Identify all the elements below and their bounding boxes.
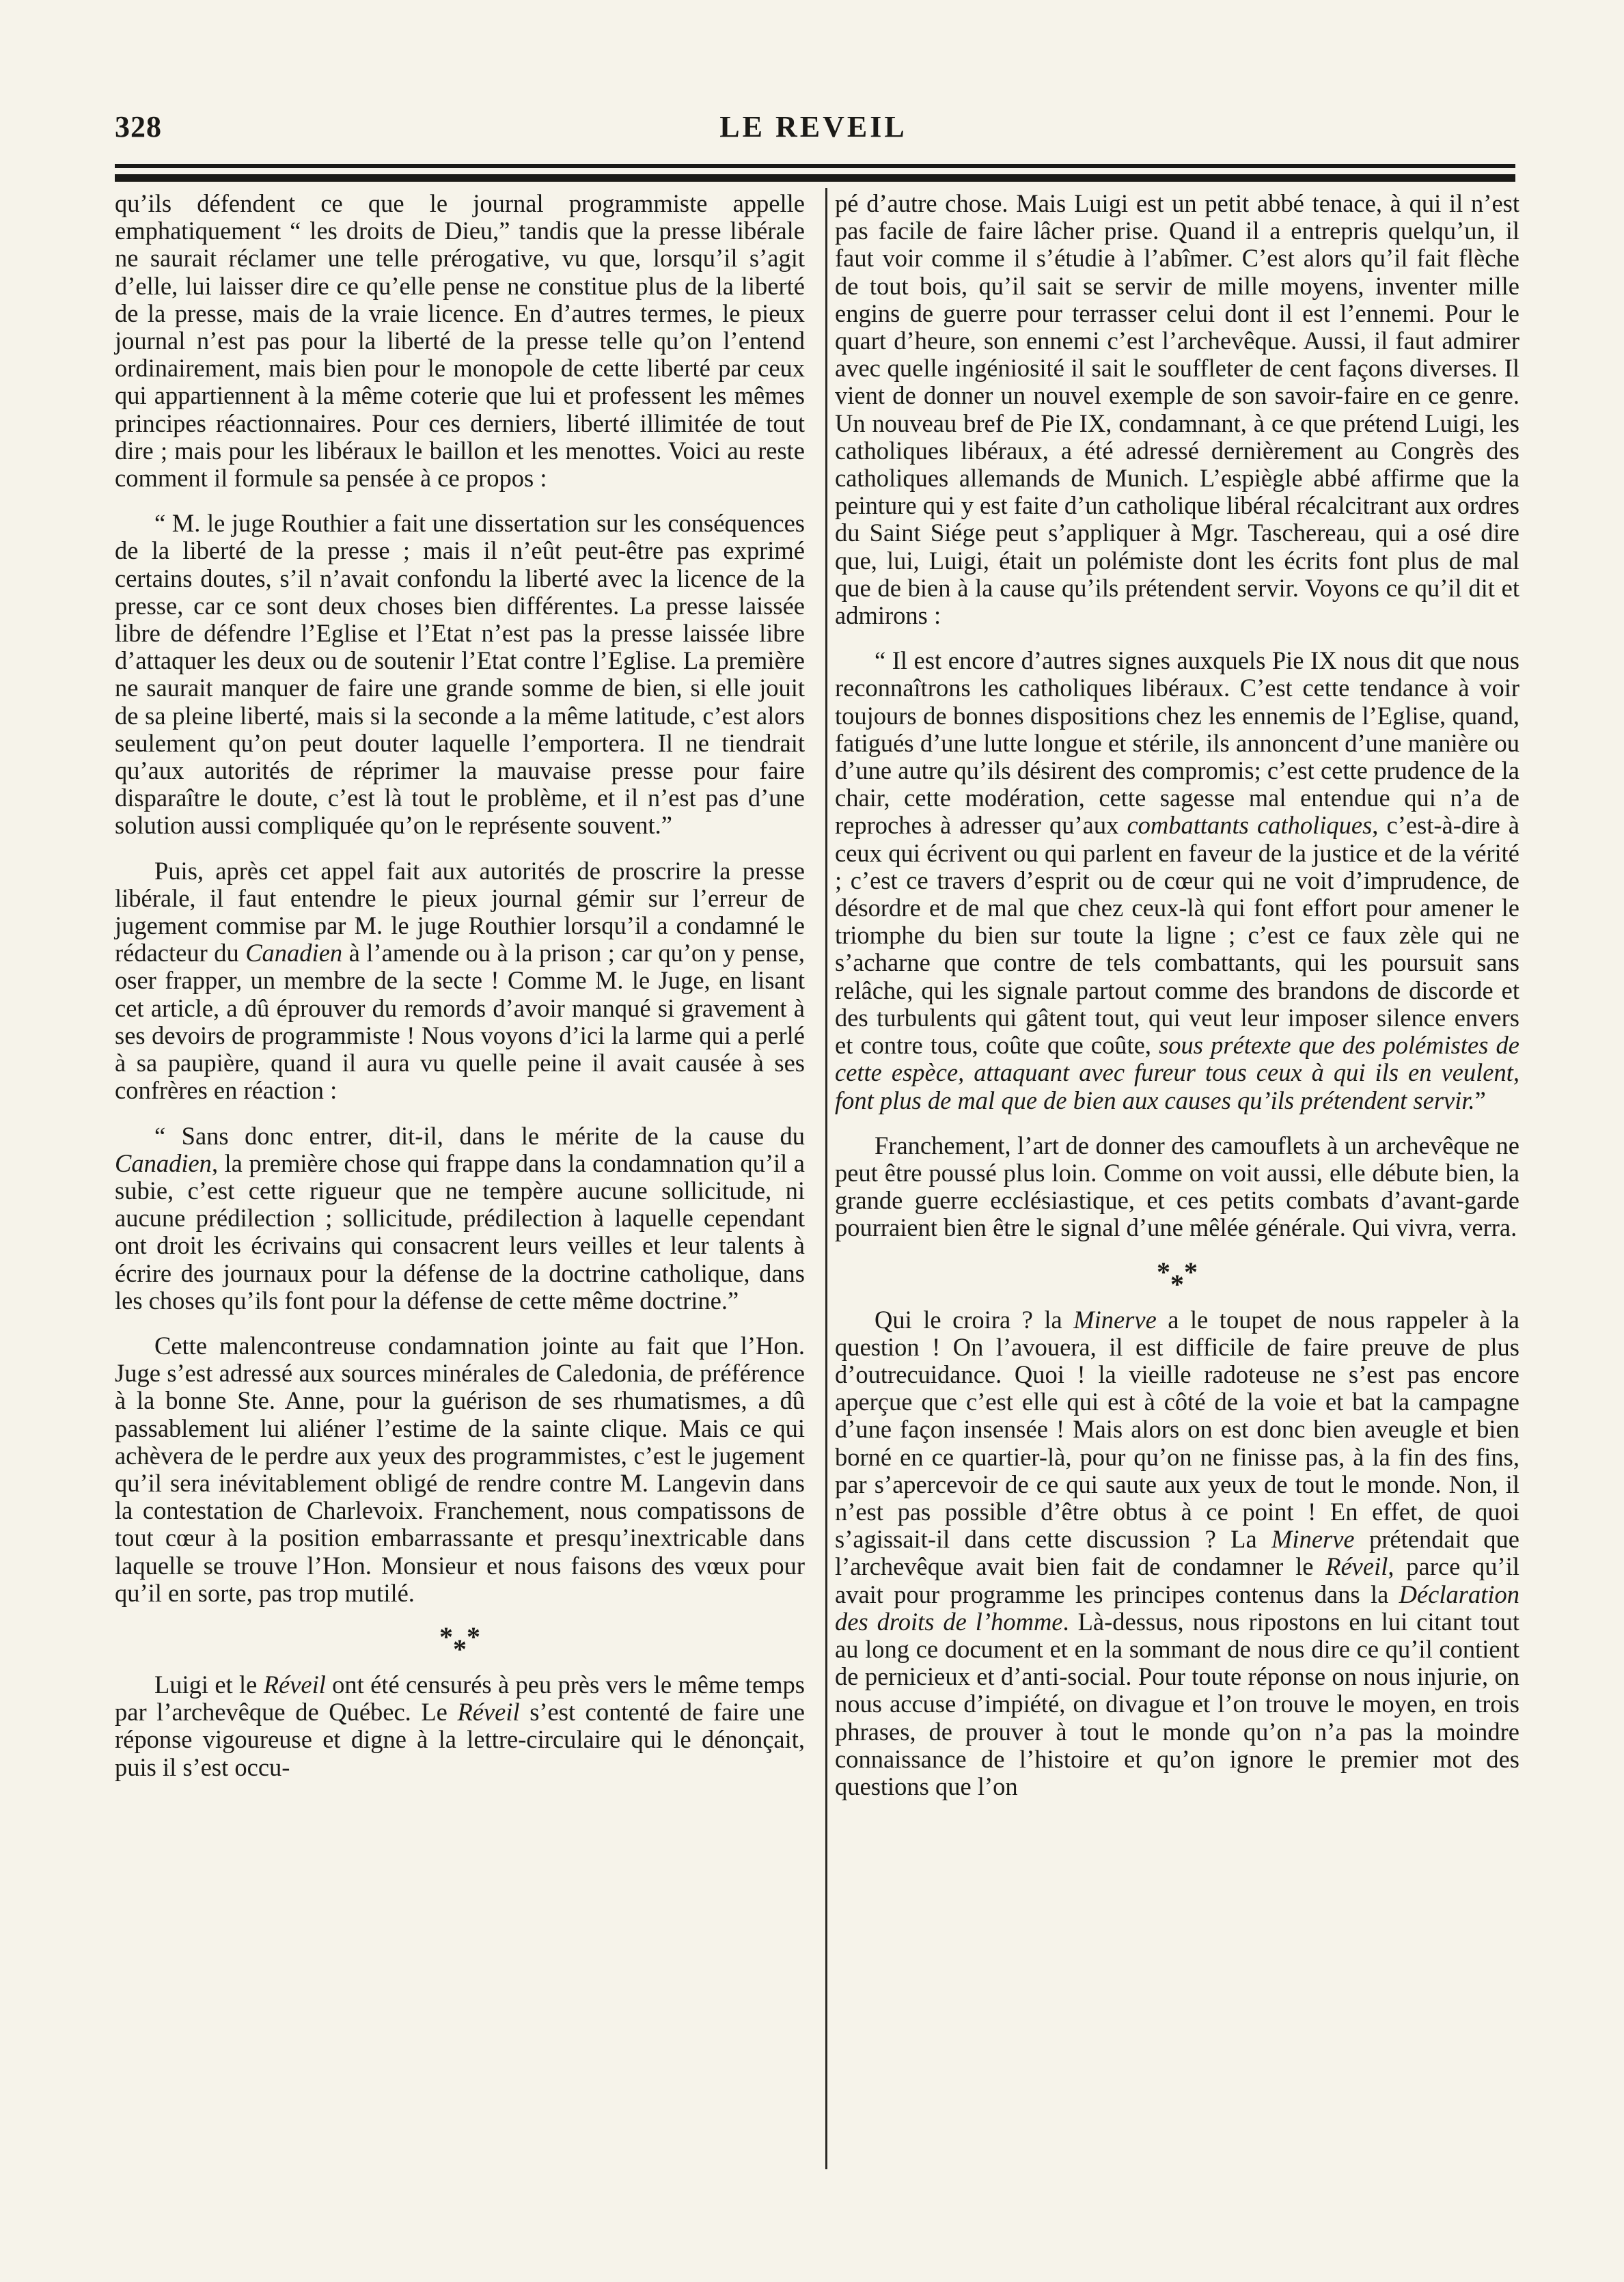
paragraph: Puis, après cet appel fait aux autorités de proscrire la presse libérale, il faut entendre le pieux journal gémir sur l’erreur de jugement commise par M. le juge Routhier lorsqu’il a condamné le rédacteur du Canadien à l’amende ou à la prison ; car qu’on y pense, oser frapper, un membre de la secte ! Comme M. le Juge, en lisant cet article, a dû éprouver du remords d’avoir manqué si gravement à ses devoirs de programmiste ! Nous voyons d’ici la larme qui a perlé à sa paupière, quand il aura vu quelle peine il avait causée à ses confrères en réaction : bbox=[115, 856, 805, 1105]
quote-routhier: “ M. le juge Routhier a fait une dissertation sur les conséquences de la liberté de la presse ; mais il n’eût peut-être pas exprimé certains doutes, s’il n’avait confondu la liberté avec la licence de la presse, car ce sont deux choses bien différentes. La presse laissée libre de défendre l’Eglise et l’Etat n’est pas la presse laissée libre d’attaquer les deux ou de soutenir l’Etat contre l’Eglise. La première ne saurait manquer de faire une grande somme de bien, si elle jouit de sa pleine liberté, mais si la seconde a la même latitude, c’est alors seulement qu’on peut douter laquelle l’emportera. Il ne tiendrait qu’aux autorités de réprimer la mauvaise presse pour faire disparaître le doute, c’est là tout le problème, et il n’est pas d’une solution aussi compliquée qu’on le représente souvent.” bbox=[115, 509, 805, 840]
journal-title: LE REVEIL bbox=[719, 110, 907, 143]
right-column bbox=[835, 190, 1519, 1800]
page-header bbox=[115, 102, 1512, 157]
header-rule-thin bbox=[115, 164, 1515, 168]
page-number: 328 bbox=[115, 110, 162, 143]
italic-title: Canadien bbox=[115, 1149, 212, 1177]
section-separator: *** bbox=[439, 1621, 480, 1664]
left-column bbox=[115, 190, 805, 1781]
section-separator: *** bbox=[1157, 1256, 1198, 1300]
italic-title: Canadien bbox=[245, 939, 343, 967]
paragraph: qu’ils défendent ce que le journal programmiste appelle emphatiquement “ les droits de Dieu,” tandis que la presse libérale ne saurait réclamer une telle prérogative, vu que, lorsqu’il s’agit d’elle, lui laisser dire ce qu’elle pense ne constitue plus de la liberté de la presse, mais de la vraie licence. En d’autres termes, le pieux journal n’est pas pour la liberté de la presse telle qu’on l’entend ordinairement, mais bien pour le monopole de cette liberté par ceux qui appartiennent à la même coterie que lui et professent les mêmes principes réactionnaires. Pour ces derniers, liberté illimitée de tout dire ; mais pour les libéraux le baillon et les menottes. Voici au reste comment il formule sa pensée à ce propos : bbox=[115, 189, 805, 493]
paragraph: Franchement, l’art de donner des camouflets à un archevêque ne peut être poussé plus loin. Comme on voit aussi, elle débute bien, la grande guerre ecclésiastique, et ces petits combats d’avant-garde pourraient bien être le signal d’une mêlée générale. Qui vivra, verra. bbox=[835, 1131, 1519, 1242]
paragraph: Luigi et le Réveil ont été censurés à peu près vers le même temps par l’archevêque de Québec. Le Réveil s’est contenté de faire une réponse vigoureuse et digne à la lettre-circulaire qui le dénonçait, puis il s’est occu- bbox=[115, 1670, 806, 1781]
column-divider bbox=[825, 188, 827, 2169]
paragraph: Cette malencontreuse condamnation jointe au fait que l’Hon. Juge s’est adressé aux sources minérales de Caledonia, de préférence à la bonne Ste. Anne, pour la guérison de ses rhumatismes, a dû passablement lui aliéner l’estime de la sainte clique. Mais ce qui achèvera de le perdre aux yeux des programmistes, c’est le jugement qu’il sera inévitablement obligé de rendre contre M. Langevin dans la contestation de Charlevoix. Franchement, nous compatissons de tout cœur à la position embarrassante et presqu’inextricable dans laquelle se trouve l’Hon. Monsieur et nous faisons des vœux pour qu’il en sorte, pas trop mutilé. bbox=[115, 1331, 805, 1607]
paragraph: pé d’autre chose. Mais Luigi est un petit abbé tenace, à qui il n’est pas facile de faire lâcher prise. Quand il a entrepris quelqu’un, il faut voir comme il s’étudie à l’abîmer. C’est alors qu’il fait flèche de tout bois, qu’il sait se servir de mille moyens, inventer mille engins de guerre pour terrasser celui dont il est l’ennemi. Pour le quart d’heure, son ennemi c’est l’archevêque. Aussi, il faut admirer avec quelle ingéniosité il sait le souffleter de cent façons diverses. Il vient de donner un nouvel exemple de son savoir-faire en ce genre. Un nouveau bref de Pie IX, condamnant, à ce que prétend Luigi, les catholiques libéraux, a été adressé dernièrement au Congrès des catholiques allemands de Munich. L’espiègle abbé affirme que la peinture qui y est faite d’un catholique libéral récalcitrant aux ordres du Saint Siége peut s’appliquer à Mgr. Taschereau, qui a osé dire que, lui, Luigi, était un polémiste dont les écrits font plus de mal que de bien à la cause qu’ils prétendent servir. Voyons ce qu’il dit et admirons : bbox=[835, 189, 1519, 630]
paragraph: Qui le croira ? la Minerve a le toupet de nous rappeler à la question ! On l’avouera, il est difficile de faire preuve de plus d’outrecuidance. Quoi ! la vieille radoteuse ne s’est pas encore aperçue que c’est elle qui est à côté de la voie et bat la campagne d’une façon insensée ! Mais alors on est donc bien aveugle et bien borné en ce quartier-là, pour qu’on ne finisse pas, à la fin des fins, par s’apercevoir de ce qui saute aux yeux de tout le monde. Non, il n’est pas possible d’être obtus à ce point ! En effet, de quoi s’agissait-il dans cette discussion ? La Minerve prétendait que l’archevêque avait bien fait de condamner le Réveil, parce qu’il avait pour programme les principes contenus dans la Déclaration des droits de l’homme. Là-dessus, nous ripostons en lui citant tout au long ce document et en la sommant de nous dire ce qu’il contient de pernicieux et d’anti-social. Pour toute réponse on nous injurie, on nous accuse d’impiété, on divague et l’on trouve le moyen, en trois phrases, de prouver à tout le monde qu’on n’a pas la moindre connaissance de l’histoire et qu’on ignore le premier mot des questions que l’on bbox=[835, 1305, 1520, 1800]
quote-canadien: “ Sans donc entrer, dit-il, dans le mérite de la cause du Canadien, la première chose qui frappe dans la condamnation qu’il a subie, c’est cette rigueur que ne tempère aucune sollicitude, ni aucune prédilection ; sollicitude, prédilection à laquelle cependant ont droit les écrivains qui consacrent leurs veilles et leur talents à écrire des journaux pour la défense de la doctrine catholique, dans les choses qu’ils font pour la défense de cette même doctrine.” bbox=[115, 1121, 805, 1315]
quote-pie-ix: “ Il est encore d’autres signes auxquels Pie IX nous dit que nous reconnaîtrons les catholiques libéraux. C’est cette tendance à voir toujours de bonnes dispositions chez les ennemis de l’Eglise, quand, fatigués d’une lutte longue et stérile, ils annoncent d’une manière ou d’une autre qu’ils désirent des compromis; c’est cette prudence de la chair, cette modération, cette sagesse mal entendue qui n’a de reproches à adresser qu’aux combattants catholiques, c’est-à-dire à ceux qui écrivent ou qui parlent en faveur de la justice et de la vérité ; c’est ce travers d’esprit ou de cœur qui ne voit d’imprudence, de désordre et de mal que chez ceux-là qui font effort pour amener le triomphe du bien sur toute la ligne ; c’est ce faux zèle qui ne s’acharne que contre de tels combattants, qui les poursuit sans relâche, qui les signale partout comme des brandons de discorde et des turbulents qui gâtent tout, qui veut leur imposer silence envers et contre tous, coûte que coûte, sous prétexte que des polémistes de cette espèce, attaquant avec fureur tous ceux à qui ils en veulent, font plus de mal que de bien aux causes qu’ils prétendent servir.” bbox=[835, 646, 1520, 1114]
header-rule-thick bbox=[115, 174, 1515, 182]
